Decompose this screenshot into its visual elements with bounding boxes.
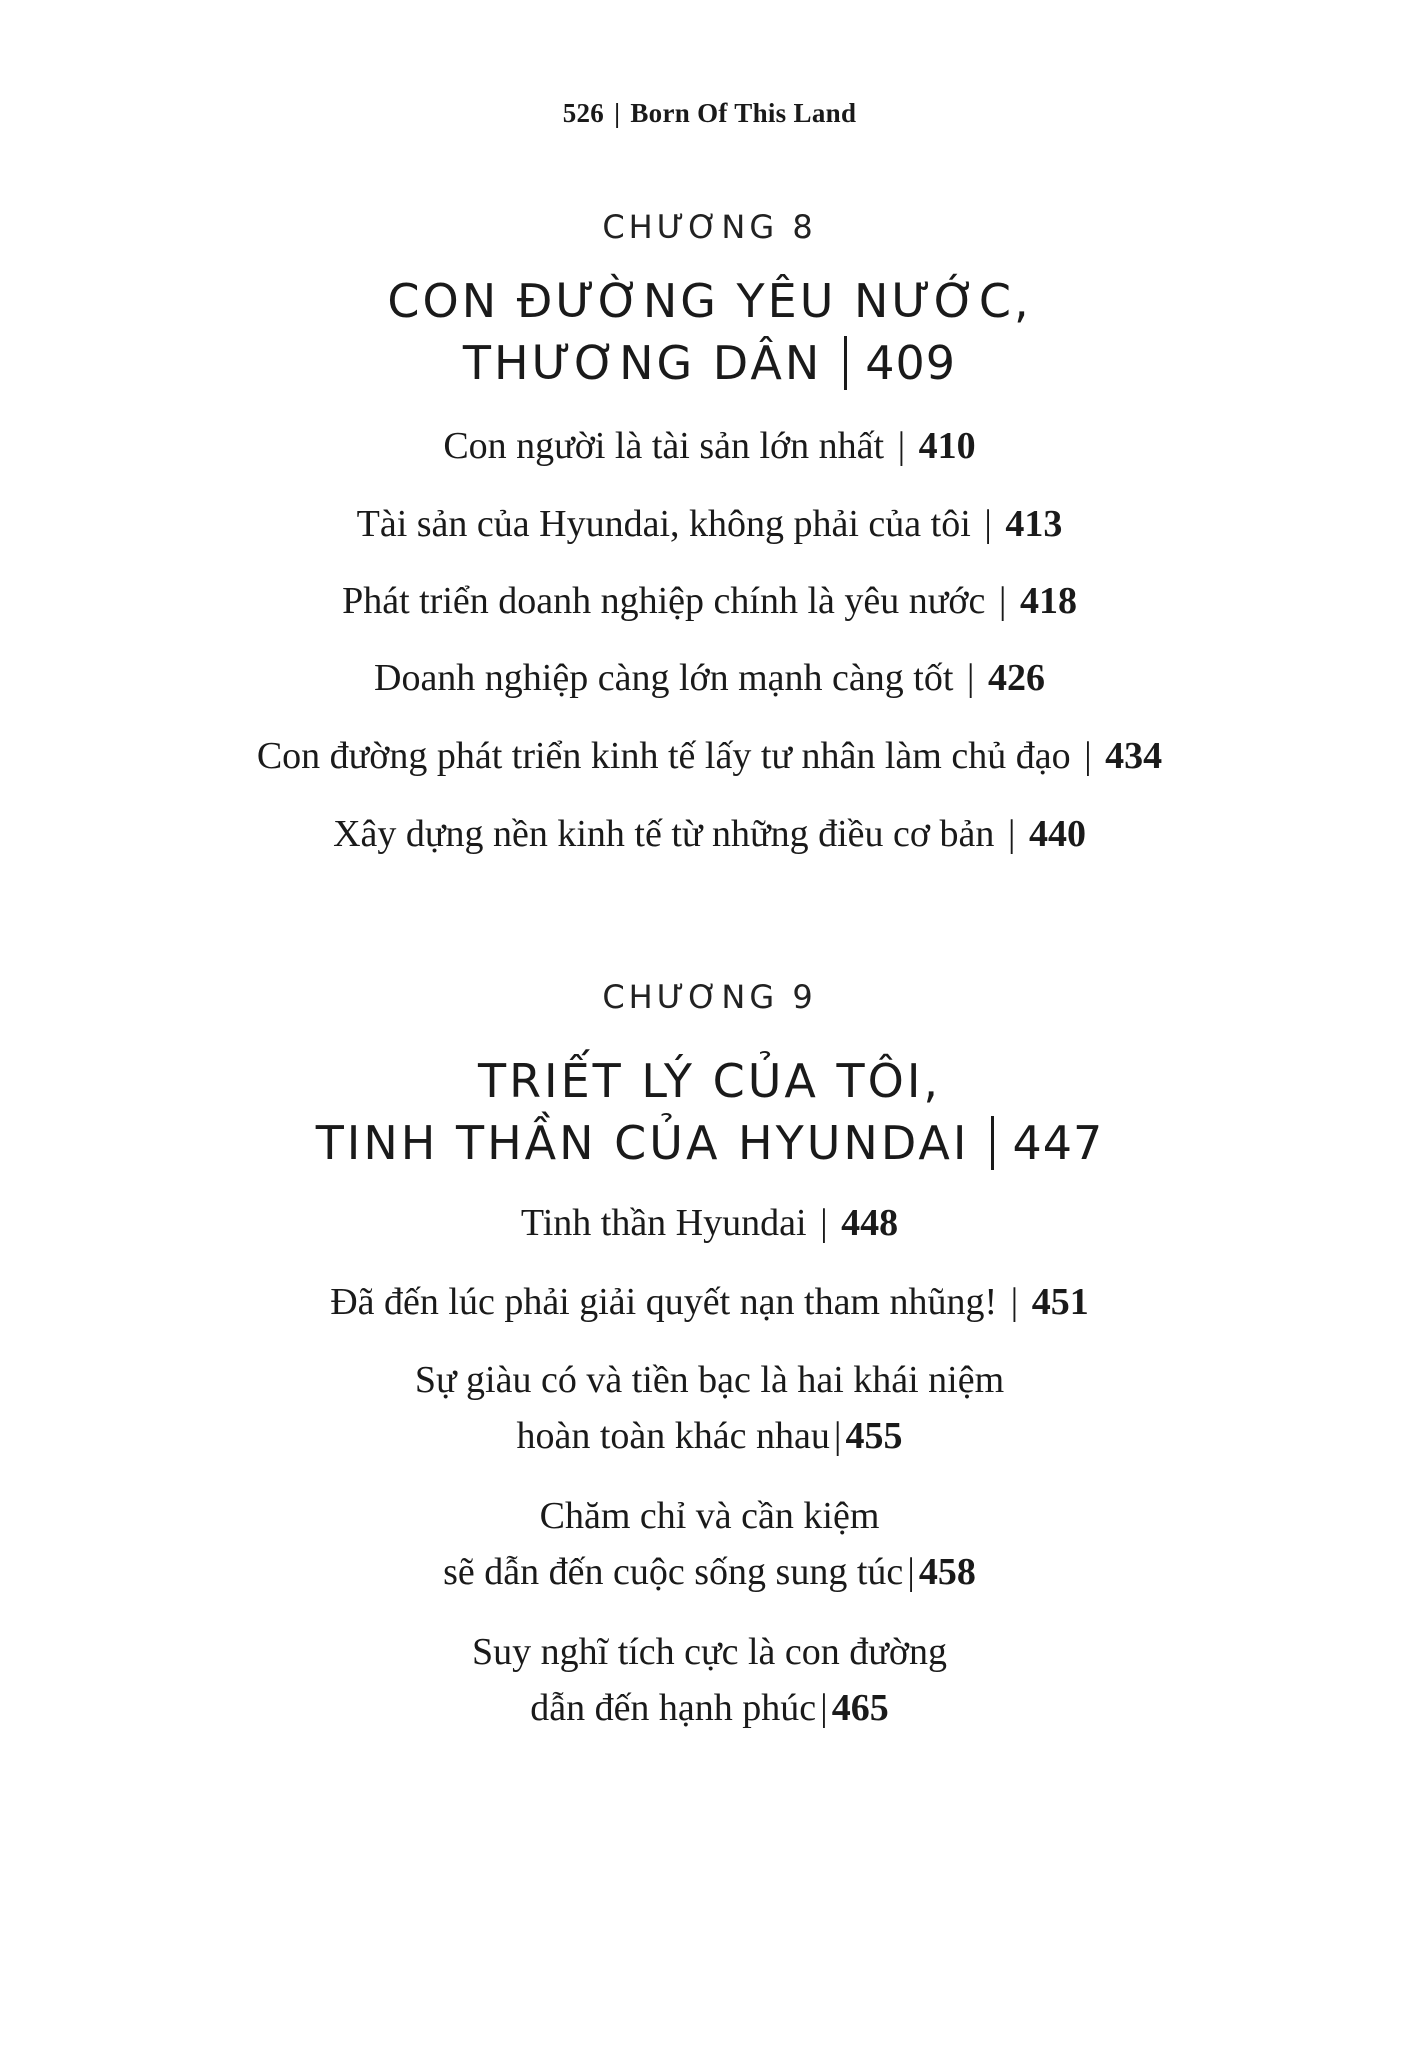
toc-entry-title-line2	[0, 1408, 1419, 1464]
toc-entry-title: sẽ dẫn đến cuộc sống sung túc	[443, 1551, 904, 1593]
toc-entry-title: Con người là tài sản lớn nhất	[443, 425, 885, 467]
toc-entry-title-line1: Chăm chỉ và cần kiệm	[539, 1495, 880, 1537]
toc-entry-separator: |	[897, 425, 906, 467]
toc-entry-separator: |	[820, 1202, 828, 1244]
toc-entry-title: Phát triển doanh nghiệp chính là yêu nước	[342, 580, 986, 622]
toc-entry[interactable]	[0, 728, 1419, 784]
toc-entry-page: 448	[841, 1202, 899, 1244]
toc-entry-title: Tinh thần Hyundai	[520, 1202, 807, 1244]
toc-entry-page: 426	[988, 657, 1045, 699]
toc-entry-separator: |	[820, 1687, 828, 1729]
chapter-8-title-line2-text: THƯƠNG DÂN	[462, 336, 823, 390]
toc-entry-title: Tài sản của Hyundai, không phải của tôi	[356, 503, 971, 545]
toc-entry[interactable]	[0, 1624, 1419, 1736]
header-page-number: 526	[562, 98, 605, 128]
toc-entry-separator: |	[1007, 813, 1016, 855]
chapter-9-page: 447	[991, 1116, 1103, 1170]
toc-entry-page: 458	[918, 1551, 976, 1593]
chapter-8-page: 409	[844, 336, 956, 390]
chapter-8-label: CHƯƠNG 8	[602, 208, 817, 246]
chapter-9-label: CHƯƠNG 9	[602, 978, 817, 1016]
toc-entry-page: 451	[1031, 1281, 1089, 1323]
chapter-9-title-line2	[0, 1112, 1419, 1174]
toc-entry[interactable]	[0, 650, 1419, 706]
toc-entry-title: hoàn toàn khác nhau	[516, 1415, 830, 1457]
toc-entry-title-line2	[0, 1544, 1419, 1600]
toc-entry-page: 455	[845, 1415, 903, 1457]
toc-entry[interactable]	[0, 573, 1419, 629]
toc-entry-title-line1: Sự giàu có và tiền bạc là hai khái niệm	[414, 1359, 1005, 1401]
toc-entry-separator: |	[907, 1551, 915, 1593]
toc-entry-title: Doanh nghiệp càng lớn mạnh càng tốt	[374, 657, 954, 699]
toc-entry-separator: |	[966, 657, 975, 699]
toc-entry-title-line1: Suy nghĩ tích cực là con đường	[472, 1631, 947, 1673]
toc-entry-title: dẫn đến hạnh phúc	[530, 1687, 817, 1729]
toc-entry-page: 440	[1028, 813, 1086, 855]
toc-entry-separator: |	[833, 1415, 842, 1457]
chapter-9-title-line2-text: TINH THẦN CỦA HYUNDAI	[315, 1116, 970, 1170]
header-separator: |	[614, 98, 621, 128]
toc-entry-separator: |	[998, 580, 1007, 622]
running-header	[0, 98, 1419, 129]
chapter-9-title-line1: TRIẾT LÝ CỦA TÔI,	[477, 1054, 942, 1108]
chapter-8-title-line2	[0, 332, 1419, 394]
toc-entry[interactable]	[0, 806, 1419, 862]
toc-entry-title: Đã đến lúc phải giải quyết nạn tham nhũng!	[330, 1281, 998, 1323]
toc-entry-separator: |	[984, 503, 992, 545]
toc-entry-page: 410	[918, 425, 976, 467]
toc-entry-title: Con đường phát triển kinh tế lấy tư nhân làm chủ đạo	[256, 735, 1071, 777]
toc-entry[interactable]	[0, 496, 1419, 552]
toc-entry-separator: |	[1010, 1281, 1019, 1323]
toc-entry-title: Xây dựng nền kinh tế từ những điều cơ bản	[333, 813, 995, 855]
toc-entry[interactable]	[0, 1352, 1419, 1464]
toc-entry-separator: |	[1084, 735, 1092, 777]
header-book-title: Born Of This Land	[630, 98, 857, 128]
toc-entry-page: 413	[1005, 503, 1063, 545]
toc-entry[interactable]	[0, 1488, 1419, 1600]
toc-entry-page: 418	[1019, 580, 1077, 622]
chapter-8-title-line1: CON ĐƯỜNG YÊU NƯỚC,	[387, 274, 1032, 328]
toc-entry[interactable]	[0, 1195, 1419, 1251]
toc-entry-page: 434	[1105, 735, 1163, 777]
toc-entry-page: 465	[831, 1687, 889, 1729]
chapter-9-title	[0, 1050, 1419, 1174]
toc-entry[interactable]	[0, 418, 1419, 474]
toc-entry-title-line2	[0, 1680, 1419, 1736]
chapter-8-title	[0, 270, 1419, 394]
toc-entry[interactable]	[0, 1274, 1419, 1330]
